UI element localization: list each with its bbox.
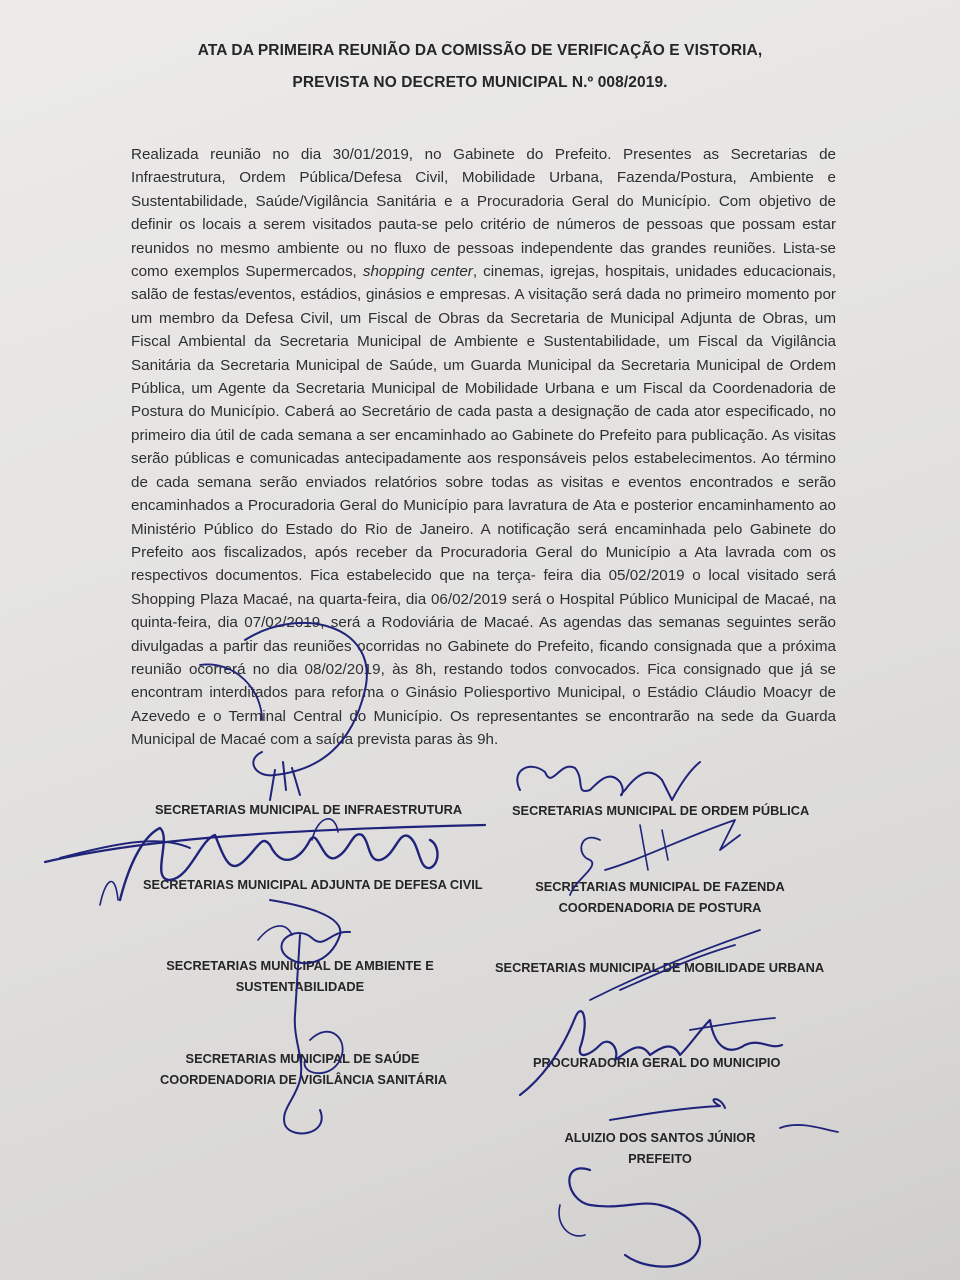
document-title-line-1: ATA DA PRIMEIRA REUNIÃO DA COMISSÃO DE VERIFICAÇÃO E VISTORIA, <box>197 42 763 59</box>
sig-infraestrutura: SECRETARIAS MUNICIPAL DE INFRAESTRUTURA <box>155 802 463 817</box>
signature-prefeito <box>559 1099 838 1266</box>
sig-fazenda-line-2: COORDENADORIA DE POSTURA <box>558 900 762 915</box>
sig-ambiente-line-1: SECRETARIAS MUNICIPAL DE AMBIENTE E <box>166 958 434 973</box>
sig-defesa-civil: SECRETARIAS MUNICIPAL ADJUNTA DE DEFESA CIVIL <box>143 877 483 892</box>
minutes-body-part-2: , cinemas, igrejas, hospitais, unidades educacionais, salão de festas/eventos, estádios, ginásios e empresas. A visitação será dada no primeiro momento por um membro da Defesa Civil, um Fiscal de Obras da Secretaria de Municipal Adjunta de Obras, um Fiscal Ambiental da Secretaria Municipal de Ambiente e Sustentabilidade, um Fiscal da Vigilância Sanitária da Secretaria Municipal de Saúde, um Guarda Municipal da Secretaria Municipal de Ordem Pública, um Agente da Secretaria Municipal de Mobilidade Urbana e um Fiscal da Coordenadoria de Postura do Município. Caberá ao Secretário de cada pasta a designação de cada ator especificado, no primeiro dia útil de cada semana a ser encaminhado ao Gabinete do Prefeito para publicação. As visitas serão públicas e comunicadas antecipadamente aos responsáveis pelos estabelecimentos. Ao término de cada semana serão enviados relatórios sobre todas as visitas e eventos encontrados e serão encaminhados a Procuradoria Geral do Município para lavratura de Ata e posterior encaminhamento ao Ministério Público do Estado do Rio de Janeiro. A notificação será encaminhada pelo Gabinete do Prefeito aos fiscalizados, após receber da Procuradoria Geral do Município a Ata lavrada com os respectivos documentos. Fica estabelecido que na terça- feira dia 05/02/2019 o local visitado será Shopping Plaza Macaé, na quarta-feira, dia 06/02/2019 será o Hospital Público Municipal de Macaé, na quinta-feira, dia 07/02/2019, será a Rodoviária de Macaé. As agendas das semanas seguintes serão divulgadas a partir das reuniões ocorridas no Gabinete do Prefeito, ficando consignada que a próxima reunião ocorrerá no dia 08/02/2019, às 8h, restando todos convocados. Fica consignado que já se encontram interditados para reforma o Ginásio Poliesportivo Municipal, o Estádio Cláudio Moacyr de Azevedo e o Terminal Central do Município. Os representantes se encontrarão na sede da Guarda Municipal de Macaé com a saída prevista paras às 9h. <box>131 263 837 749</box>
sig-prefeito <box>560 1127 760 1169</box>
sig-mobilidade: SECRETARIAS MUNICIPAL DE MOBILIDADE URBANA <box>495 960 825 975</box>
signature-defesa-ambiente <box>258 900 350 1133</box>
document-title-line-2: PREVISTA NO DECRETO MUNICIPAL N.º 008/2019. <box>292 74 668 91</box>
sig-fazenda <box>520 876 800 918</box>
prefeito-name: ALUIZIO DOS SANTOS JÚNIOR <box>564 1130 756 1145</box>
sig-saude-line-1: SECRETARIAS MUNICIPAL DE SAÚDE <box>185 1051 420 1066</box>
sig-saude-line-2: COORDENADORIA DE VIGILÂNCIA SANITÁRIA <box>160 1072 447 1087</box>
sig-saude <box>160 1048 445 1090</box>
minutes-body-italic: shopping center <box>362 263 473 281</box>
sig-fazenda-line-1: SECRETARIAS MUNICIPAL DE FAZENDA <box>535 879 785 894</box>
sig-ordem-publica: SECRETARIAS MUNICIPAL DE ORDEM PÚBLICA <box>512 803 810 818</box>
minutes-body-part-1: Realizada reunião no dia 30/01/2019, no Gabinete do Prefeito. Presentes as Secretarias de Infraestrutura, Ordem Pública/Defesa Civil, Mobilidade Urbana, Fazenda/Postura, Ambiente e Sustentabilidade, Saúde/Vigilância Sanitária e a Procuradoria Geral do Município. Com objetivo de definir os locais a serem visitados pauta-se pelo critério de números de pessoas que possam estar reunidos no mesmo ambiente ou no fluxo de pessoas independente das grandes reuniões. Lista-se como exemplos Supermercados, <box>131 146 836 281</box>
sig-ambiente <box>165 955 435 997</box>
sig-procuradoria: PROCURADORIA GERAL DO MUNICIPIO <box>533 1055 781 1070</box>
sig-ambiente-line-2: SUSTENTABILIDADE <box>235 979 365 994</box>
prefeito-title: PREFEITO <box>628 1151 692 1166</box>
minutes-body <box>131 143 836 752</box>
